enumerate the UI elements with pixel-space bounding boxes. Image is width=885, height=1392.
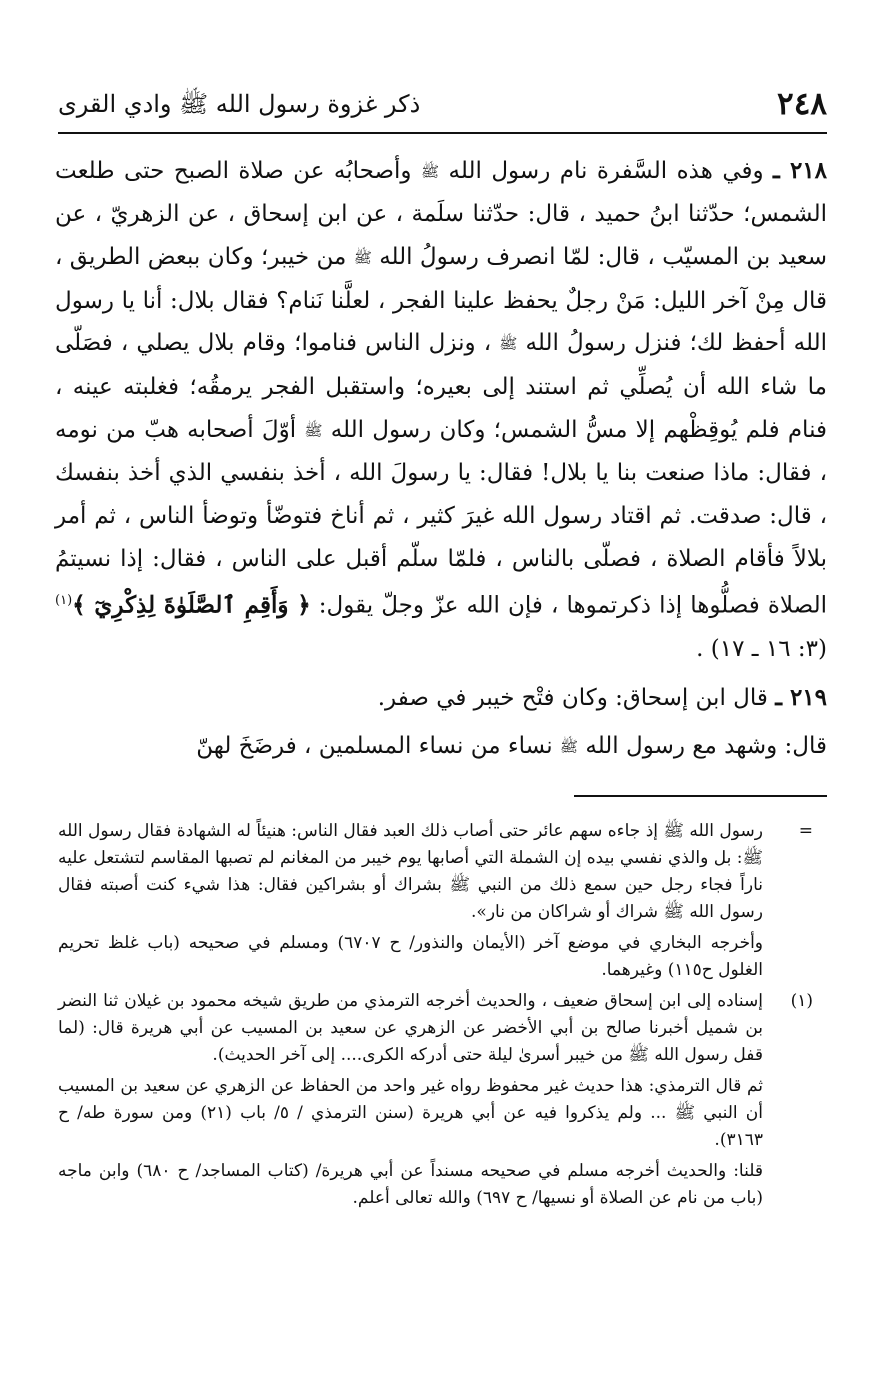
text-segment: ، ونزل الناس فناموا؛ وقام بلال يصلي ، فصَلّى ما شاء الله أن يُصلِّي ثم استند إلى بعيره؛ واستقبل الفجر يرمقُه؛ فغلبته عينه ، فنام فلم يُوقِظْهم إلا مسُّ الشمس؛ وكان رسول الله (55, 330, 827, 443)
salutation-symbol: ﷺ (304, 421, 323, 440)
footnote-reference: (١) (55, 593, 73, 609)
footnotes (58, 818, 827, 1212)
text-segment: قال: وشهد مع رسول الله (578, 733, 827, 760)
main-text (55, 150, 827, 769)
text-segment: وفي هذه السَّفرة نام رسول الله (439, 158, 774, 184)
footnote-paragraph: إسناده إلى ابن إسحاق ضعيف ، والحديث أخرجه الترمذي من طريق شيخه محمود بن غيلان ثنا النضر بن شميل أخبرنا صالح بن أبي الأخضر عن الزهري عن سعيد بن المسيب عن أبي هريرة قال: (لما قفل رسول الله ﷺ من خيبر أسرىٰ ليلة حتى أدركه الكرى.... إلى آخر الحديث). (58, 991, 763, 1065)
page-header (58, 84, 827, 128)
salutation-symbol: ﷺ (559, 737, 579, 756)
text-segment: وأصحابُه عن صلاة الصبح حتى طلعت الشمس؛ حدّثنا ابنُ حميد ، قال: حدّثنا سلَمة ، عن ابن إسحاق ، عن الزهريّ ، عن سعيد بن المسيّب ، قال: لمّا انصرف رسولُ الله (55, 158, 827, 271)
paragraph-218 (55, 150, 827, 671)
hadith-number-219: ٢١٩ ـ (775, 683, 827, 711)
footnote-continuation (58, 818, 827, 984)
running-title: ذكر غزوة رسول الله ﷺ وادي القرى (58, 90, 421, 118)
footnote-paragraph: قلنا: والحديث أخرجه مسلم في صحيحه مسنداً عن أبي هريرة/ (كتاب المساجد/ ح ٦٨٠) وابن ماجه (باب من نام عن الصلاة أو نسيها/ ح ٦٩٧) والله تعالى أعلم. (58, 1161, 763, 1208)
footnote-paragraph: ثم قال الترمذي: هذا حديث غير محفوظ رواه غير واحد من الحفاظ عن الزهري عن سعيد بن المسيب أن النبي ﷺ ... ولم يذكروا فيه عن أبي هريرة (سنن الترمذي / ٥/ باب (٢١) ومن سورة طه/ ح ٣١٦٣). (58, 1076, 763, 1150)
text-segment: من خيبر؛ وكان ببعض الطريق ، قال مِنْ آخر الليل: مَنْ رجلٌ يحفظ علينا الفجر ، لعلَّنا نَنام؟ فقال بلال: أنا يا رسول الله أحفظ لك؛ فنزل رسولُ الله (55, 244, 827, 357)
salutation-symbol: ﷺ (353, 248, 372, 267)
text-segment: قال ابن إسحاق: وكان فتْح خيبر في صفر. (377, 684, 776, 711)
salutation-symbol: ﷺ (499, 334, 518, 353)
footnote-paragraph: رسول الله ﷺ إذ جاءه سهم عائر حتى أصاب ذلك العبد فقال الناس: هنيئاً له الشهادة فقال رسول الله ﷺ: بل والذي نفسي بيده إن الشملة التي أصابها يوم خيبر من المغانم لم تصبها المقاسم لتشتعل عليه ناراً فجاء رجل حين سمع ذلك من النبي ﷺ بشراك أو بشراكين فقال: هذا شيء كنت أصبته فقال رسول الله ﷺ شراك أو شراكان من نار». (58, 821, 763, 922)
continuation-marker: = (798, 821, 813, 841)
footnote-1 (58, 988, 827, 1212)
text-segment: أوّلَ أصحابه هبّ من نومه ، فقال: ماذا صنعت بنا يا بلال! فقال: يا رسولَ الله ، أخذ بنفسي الذي أخذ بنفسك ، قال: صدقت. ثم اقتاد رسول الله غيرَ كثير ، ثم أناخ فتوضّأ وتوضأ الناس ، ثم أمر بلالاً فأقام الصلاة ، فصلّى بالناس ، فلمّا سلّم أقبل على الناس ، فقال: إذا نسيتمُ الصلاة فصلُّوها إذا ذكرتموها ، فإن الله عزّ وجلّ يقول: (55, 416, 827, 619)
paragraph-219 (55, 677, 827, 720)
text-segment: نساء من نساء المسلمين ، فرضَخَ لهنّ (196, 733, 560, 760)
verse-citation: (٣: ١٦ ـ ١٧) . (696, 635, 827, 662)
salutation-symbol: ﷺ (420, 162, 440, 181)
paragraph-continued (55, 725, 827, 768)
hadith-number-218: ٢١٨ ـ (773, 157, 827, 184)
quran-verse: ﴿ وَأَقِمِ ٱلصَّلَوٰةَ لِذِكْرِيٓ ﴾ (72, 592, 311, 619)
page-number: ٢٤٨ (777, 86, 827, 122)
footnote-paragraph: وأخرجه البخاري في موضع آخر (الأيمان والنذور/ ح ٦٧٠٧) ومسلم في صحيحه (باب غلظ تحريم الغلول ح١١٥) وغيرهما. (58, 933, 764, 980)
footnote-number: (١) (790, 991, 813, 1011)
footnote-separator (574, 795, 827, 797)
header-rule (58, 132, 827, 134)
